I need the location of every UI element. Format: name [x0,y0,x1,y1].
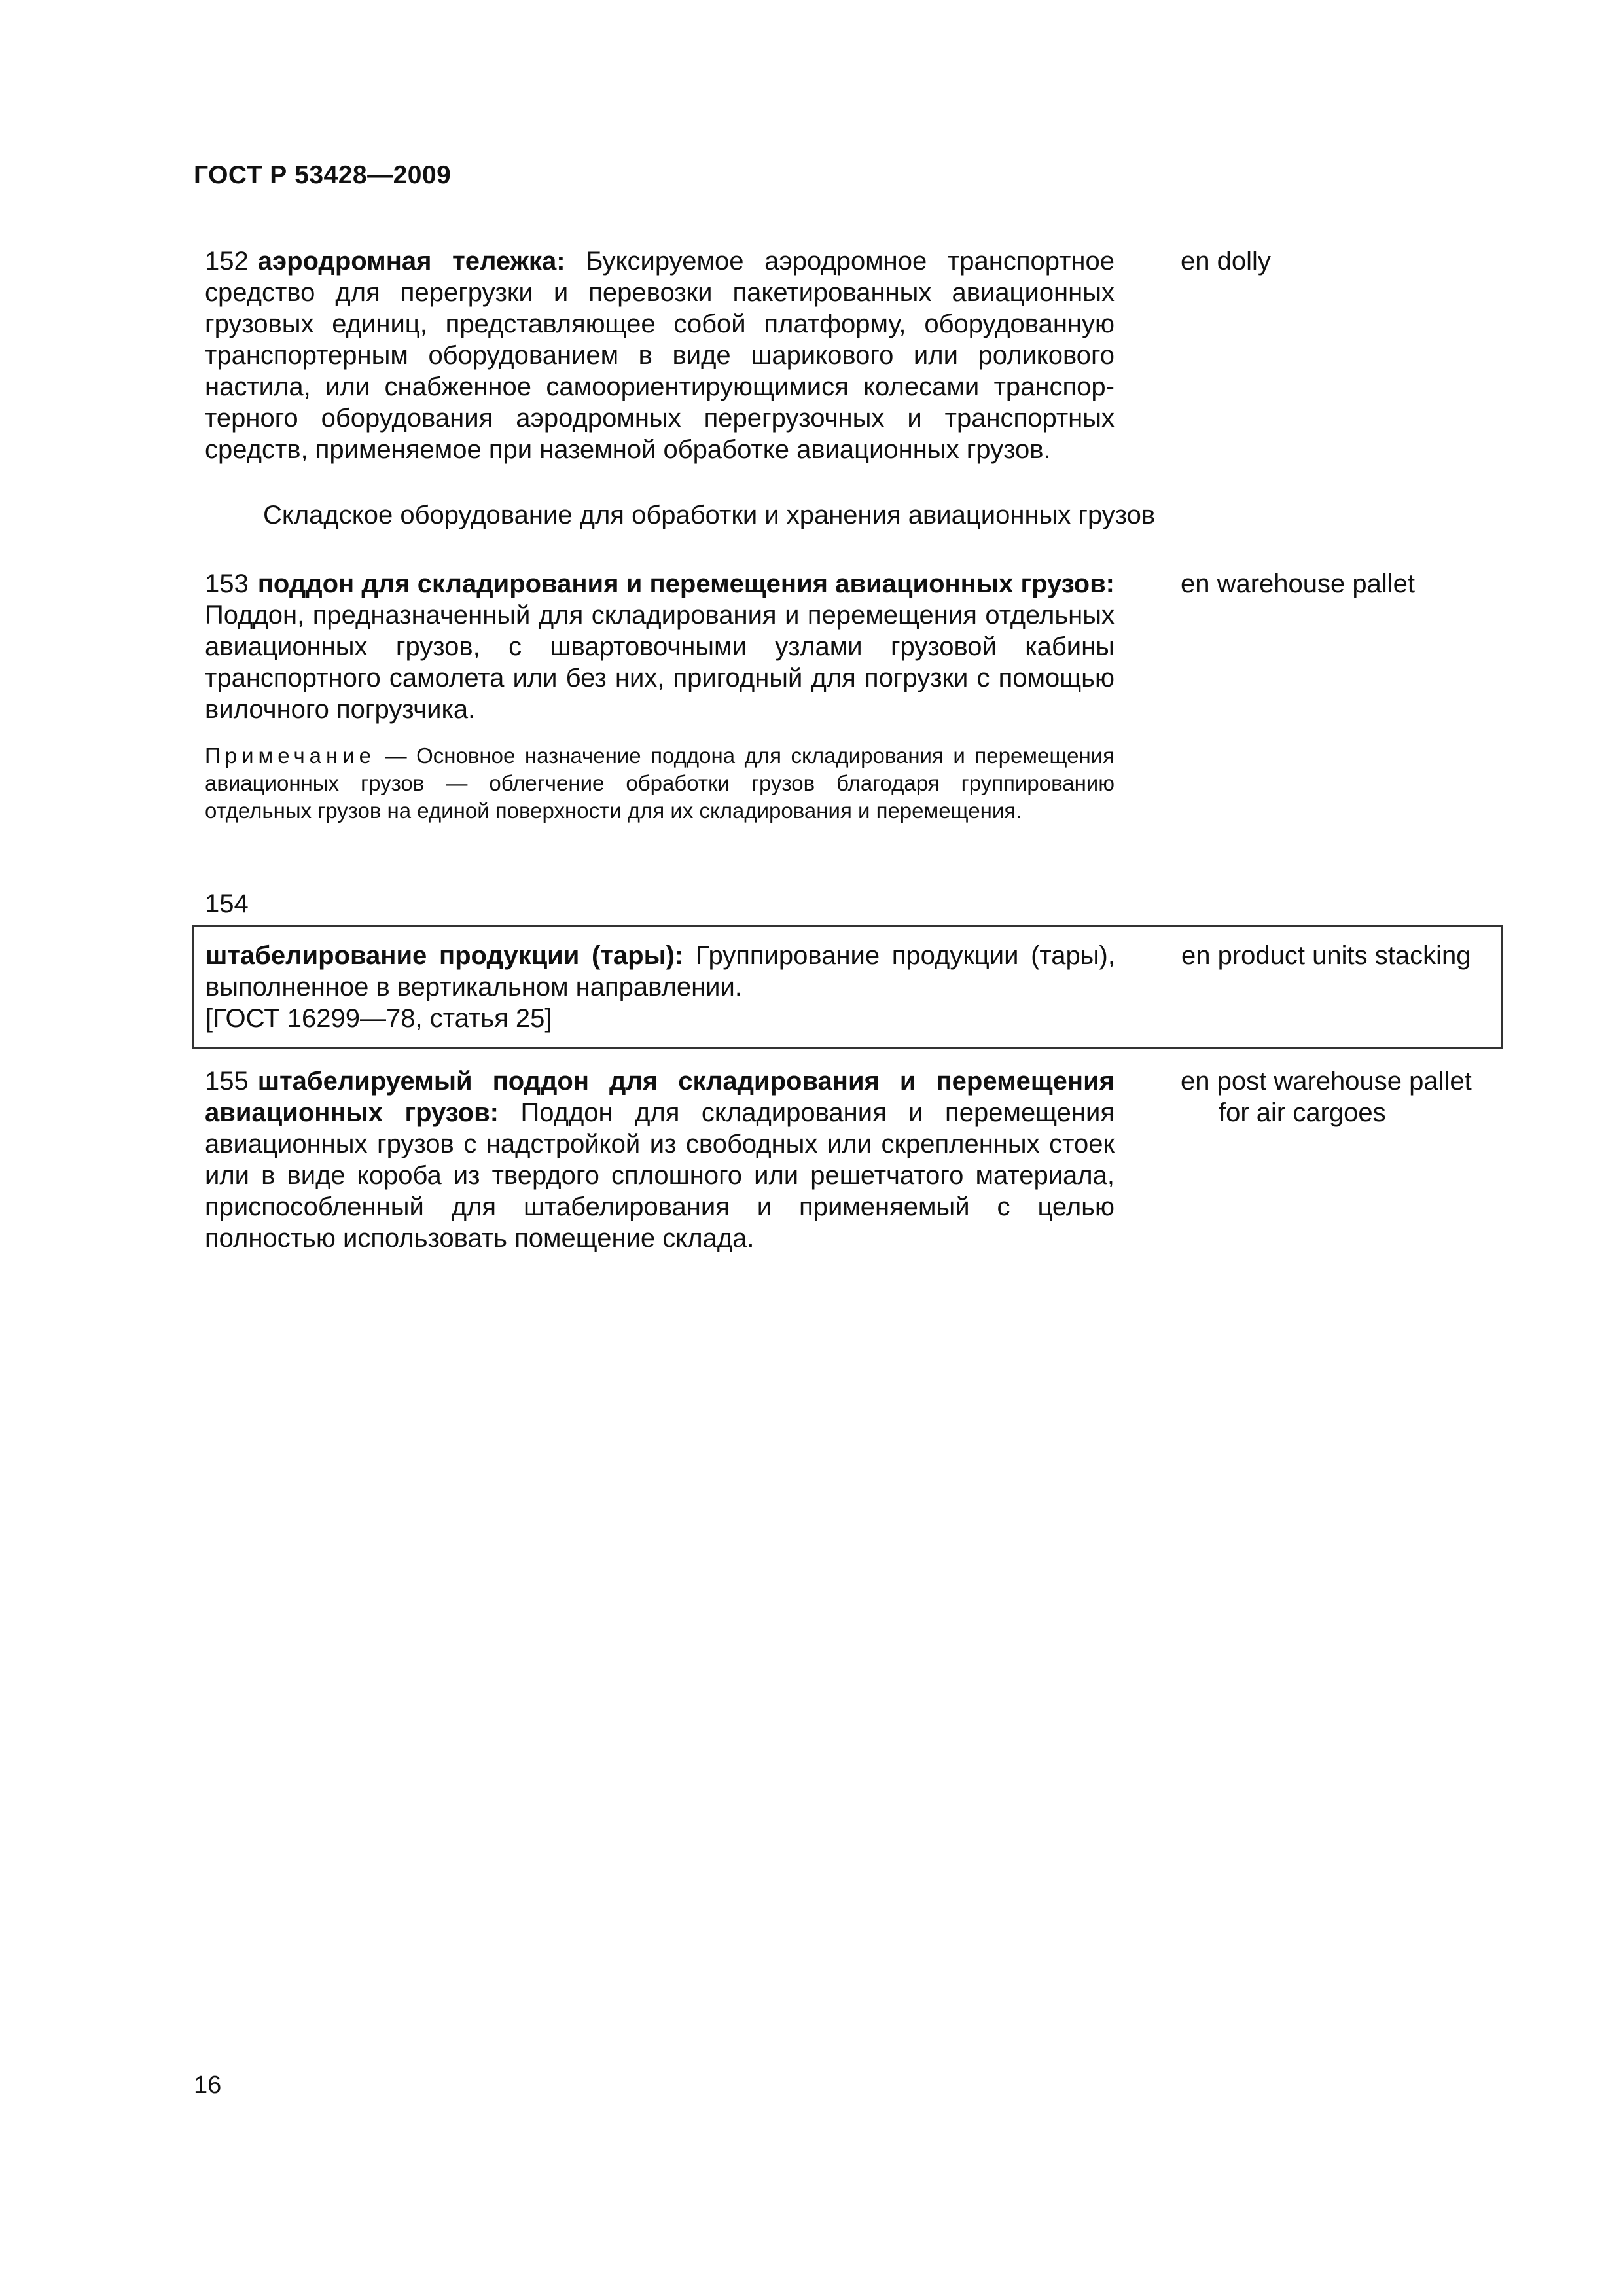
boxed-entry-154 [192,925,1503,1049]
entry-number: 153 [205,569,249,598]
en-equivalent-155 [1181,1066,1521,1128]
en-term-text: en warehouse pallet [1181,569,1416,598]
en-equivalent-154 [1181,940,1522,971]
entry-number-154: 154 [205,889,249,918]
en-equivalent-152 [1181,245,1521,277]
entry-number: 155 [205,1067,249,1096]
en-term-text-cont: for air cargoes [1219,1098,1386,1127]
term-reference: [ГОСТ 16299—78, статья 25] [205,1004,552,1033]
term-title: поддон для складирования и перемещения авиационных грузов: [257,569,1115,598]
page-header-standard: ГОСТ Р 53428—2009 [194,161,452,189]
entry-number: 152 [205,247,249,276]
en-equivalent-153 [1181,568,1521,600]
term-title: аэродромная тележка: [257,247,565,276]
term-entry-155 [205,1066,1115,1254]
en-term-text: en post warehouse pallet [1181,1067,1472,1096]
section-heading: Складское оборудование для обработки и хранения авиационных грузов [263,501,1156,529]
term-definition: Группирование продукции (тары), выполненное в вертикальном направлении. [205,941,1115,1001]
note-label: Примечание [205,744,376,768]
term-title: штабелируемый поддон для складирования и перемещения авиационных грузов: [205,1067,1115,1127]
note-text: — Основное назначение поддона для складирования и перемещения авиационных грузов — облегчение обработки грузов благодаря группированию отдельных грузов на единой поверхности для их складирования и перемещения. [205,744,1115,823]
term-definition: Поддон, предназначенный для складирования и перемещения отдельных авиационных грузов, с швартовочными узлами грузовой кабины транспортного самолета или без них, пригодный для погрузки с помощью вилочного погрузчика. [205,601,1115,724]
en-term-text: en product units stacking [1181,941,1471,970]
term-entry-154 [205,940,1115,1034]
term-entry-153 [205,568,1115,725]
en-term-text: en dolly [1181,247,1271,276]
term-entry-152 [205,245,1115,465]
page-number: 16 [194,2072,222,2099]
term-title: штабелирование продукции (тары): [205,941,684,970]
term-definition: Буксируемое аэродромное транспортное средство для перегрузки и перевозки пакетированных авиационных грузовых единиц, представляющее собой платформу, оборудованную транспортерным оборудованием в виде шарикового или роликового настила, или снабженное самоориентирующимися колесами транспортерного оборудования аэродромных перегрузочных и транспортных средств, применяемое при наземной обработке авиационных грузов. [205,247,1115,464]
note-153 [205,742,1115,825]
term-definition: Поддон для складирования и перемещения авиационных грузов с надстройкой из свободных или скрепленных стоек или в виде короба из твердого сплошного или решетчатого материала, приспособленный для штабелирования и применяемый с целью полностью использовать помещение склада. [205,1098,1115,1253]
